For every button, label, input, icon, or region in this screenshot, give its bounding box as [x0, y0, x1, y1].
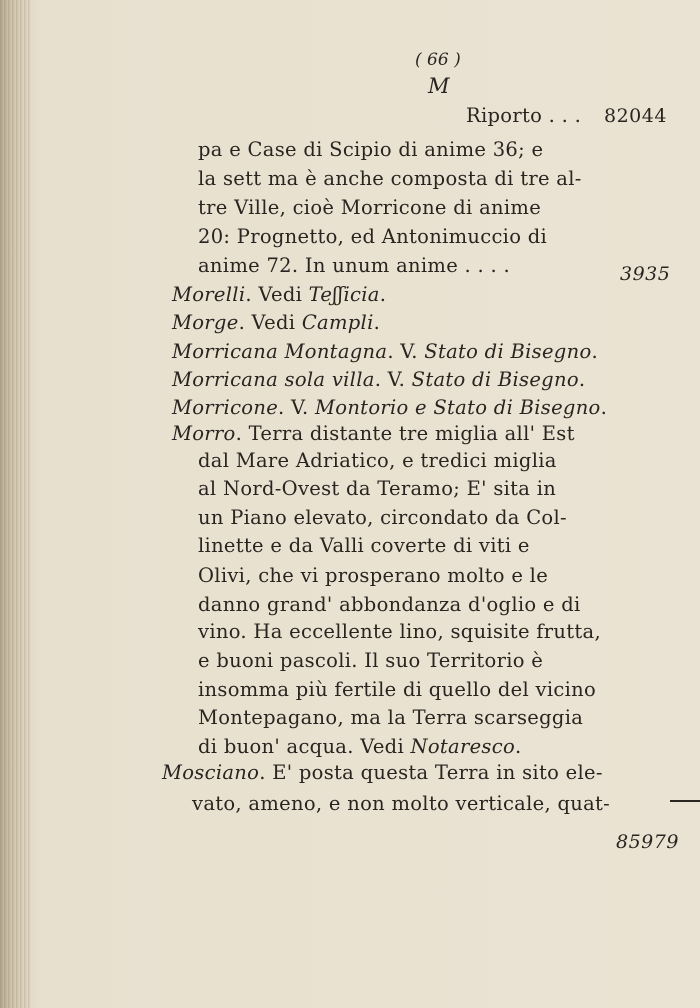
text-segment: . Vedi — [238, 311, 302, 334]
text-segment: pa e Case di Scipio di anime 36; e — [198, 138, 544, 161]
text-line — [198, 534, 530, 557]
text-segment: . V. — [387, 340, 425, 363]
italic-segment: Morro — [172, 422, 236, 445]
text-segment: 20: Prognetto, ed Antonimuccio di — [198, 225, 548, 248]
text-segment: un Piano elevato, circondato da Col- — [198, 506, 567, 529]
text-line — [198, 593, 581, 616]
margin-subtotal: 3935 — [620, 263, 671, 285]
carry-value: 82044 — [604, 105, 667, 127]
italic-segment: Notaresco — [410, 735, 515, 758]
text-segment: Olivi, che vi prosperano molto e le — [198, 564, 549, 587]
text-line — [198, 449, 557, 472]
text-line — [172, 283, 386, 306]
text-line — [198, 735, 521, 758]
text-segment: . V. — [278, 396, 316, 419]
text-line — [198, 225, 547, 248]
text-segment: al Nord-Ovest da Teramo; E' sita in — [198, 477, 557, 500]
carry-label: Riporto . . . — [466, 104, 582, 127]
text-line — [198, 477, 556, 500]
text-segment: . — [373, 311, 381, 334]
italic-segment: Stato di Bisegno — [411, 368, 579, 391]
text-segment: . — [578, 368, 586, 391]
page-number: ( 66 ) — [415, 50, 461, 70]
text-line — [198, 138, 543, 161]
text-line — [192, 792, 610, 815]
text-segment: tre Ville, cioè Morricone di anime — [198, 196, 542, 219]
text-segment: . — [591, 340, 598, 363]
text-line — [198, 196, 541, 219]
text-line — [198, 678, 596, 701]
text-line — [198, 167, 582, 190]
italic-segment: Stato di Bisegno — [424, 340, 592, 363]
text-segment: . Terra distante tre miglia all' Est — [235, 422, 575, 445]
text-segment: vino. Ha eccellente lino, squisite frutta, — [198, 620, 601, 643]
italic-segment: Morge — [172, 311, 239, 334]
signature-mark: M — [428, 74, 450, 98]
text-segment: . — [600, 396, 608, 419]
italic-segment: Teʃʃicia — [308, 283, 380, 306]
text-segment: insomma più fertile di quello del vicino — [198, 678, 597, 701]
text-line — [172, 311, 380, 334]
text-segment: Montepagano, ma la Terra scarseggia — [198, 706, 584, 729]
text-segment: la sett ma è anche composta di tre al- — [198, 167, 582, 190]
text-line — [198, 620, 601, 643]
page-binding — [0, 0, 30, 1008]
text-line — [198, 706, 583, 729]
text-segment: . — [514, 735, 522, 758]
text-segment: dal Mare Adriatico, e tredici miglia — [198, 449, 557, 472]
text-segment: . E' posta questa Terra in sito ele- — [259, 761, 603, 784]
text-line — [172, 396, 607, 419]
page-total: 85979 — [616, 831, 679, 853]
text-line — [172, 422, 575, 445]
text-segment: . V. — [374, 368, 412, 391]
italic-segment: Mosciano — [162, 761, 260, 784]
text-segment: . — [379, 283, 387, 306]
italic-segment: Morelli — [172, 283, 246, 306]
text-line — [198, 649, 543, 672]
text-segment: di buon' acqua. Vedi — [198, 735, 411, 758]
text-segment: linette e da Valli coverte di viti e — [198, 534, 530, 557]
text-segment: anime 72. In unum anime . . . . — [198, 254, 511, 277]
text-line — [198, 564, 548, 587]
italic-segment: Morricana Montagna — [172, 340, 388, 363]
sum-rule — [670, 800, 700, 802]
text-line — [172, 340, 598, 363]
italic-segment: Morricone — [172, 396, 279, 419]
italic-segment: Campli — [301, 311, 374, 334]
text-line — [198, 506, 567, 529]
text-segment: danno grand' abbondanza d'oglio e di — [198, 593, 581, 616]
text-line — [172, 368, 585, 391]
text-line — [162, 761, 603, 784]
text-segment: vato, ameno, e non molto verticale, quat- — [192, 792, 611, 815]
text-segment: . Vedi — [245, 283, 309, 306]
text-segment: e buoni pascoli. Il suo Territorio è — [198, 649, 544, 672]
italic-segment: Morricana sola villa — [172, 368, 375, 391]
italic-segment: Montorio e Stato di Bisegno — [315, 396, 601, 419]
text-line — [198, 254, 510, 277]
